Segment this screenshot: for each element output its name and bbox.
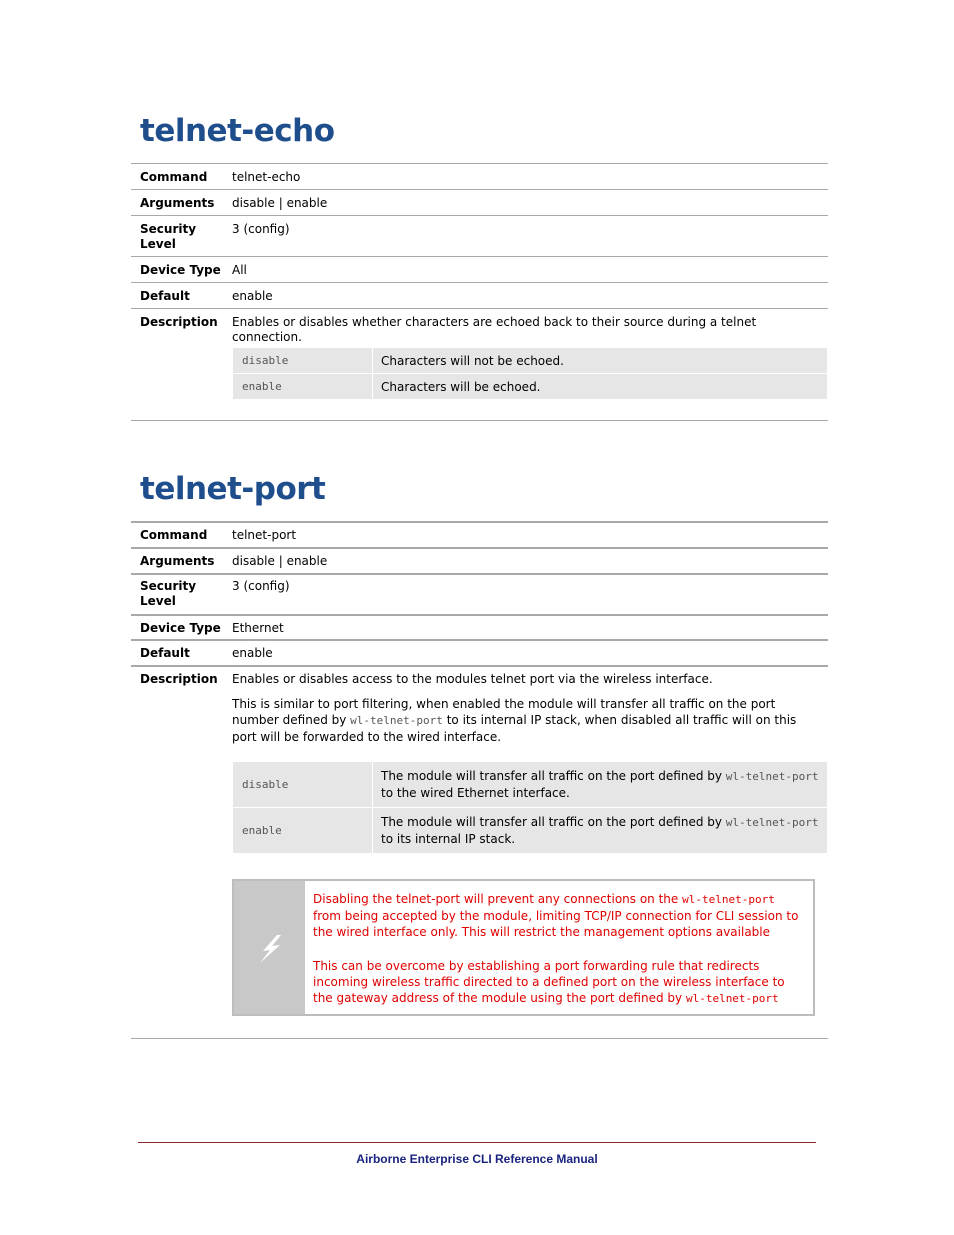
row-label: Description — [140, 672, 218, 686]
section-divider — [131, 1038, 828, 1039]
row-label: Description — [140, 315, 218, 329]
row-value: All — [232, 263, 247, 277]
row-value: 3 (config) — [232, 579, 290, 593]
inline-code: wl-telnet-port — [685, 992, 779, 1005]
option-key: disable — [233, 762, 372, 807]
row-value: disable | enable — [232, 554, 328, 568]
row-label: Arguments — [140, 554, 215, 568]
device-type-row — [131, 614, 828, 641]
warning-paragraph — [313, 891, 805, 940]
section-title: telnet-echo — [140, 113, 335, 149]
inline-code: wl-telnet-port — [350, 714, 443, 727]
section-divider — [131, 420, 828, 421]
warning-text-part: from being accepted by the module, limiting TCP/IP connection for CLI session to the wired interface only. This will restrict the management options available — [313, 909, 799, 939]
row-value: Enables or disables whether characters are echoed back to their source during a telnet connection. — [232, 315, 757, 344]
row-label: Device Type — [140, 621, 221, 635]
inline-code: wl-telnet-port — [682, 893, 775, 906]
option-row — [233, 762, 827, 807]
row-value: disable | enable — [232, 196, 328, 210]
lightning-icon — [234, 881, 305, 1014]
device-type-row — [131, 256, 828, 283]
warning-note — [232, 879, 815, 1016]
option-desc — [373, 808, 827, 853]
option-text: to the wired Ethernet interface. — [381, 786, 570, 800]
option-row — [233, 374, 827, 399]
description-row — [131, 665, 828, 693]
section-title: telnet-port — [140, 471, 326, 507]
inline-code: wl-telnet-port — [725, 770, 819, 783]
paragraph-text: This is similar to port filtering, when enabled the module will transfer all traffic on the port number defined by — [232, 697, 776, 727]
option-text: to its internal IP stack. — [381, 832, 516, 846]
row-label: Default — [140, 289, 190, 303]
row-label: Security Level — [140, 579, 197, 608]
row-label: Device Type — [140, 263, 221, 277]
option-text: The module will transfer all traffic on the port defined by — [381, 769, 726, 783]
row-value: enable — [232, 646, 273, 660]
row-value: 3 (config) — [232, 222, 290, 236]
row-value: enable — [232, 289, 273, 303]
row-label: Security Level — [140, 222, 197, 251]
inline-code: wl-telnet-port — [725, 816, 819, 829]
row-label: Default — [140, 646, 190, 660]
security-level-row — [131, 215, 828, 256]
option-desc: Characters will not be echoed. — [373, 348, 827, 373]
description-row — [131, 308, 828, 344]
arguments-row — [131, 189, 828, 216]
warning-paragraph — [313, 958, 805, 1007]
default-row — [131, 639, 828, 667]
paragraph-text: to its internal IP stack, when disabled all traffic will on this port will be forwarded to the wired interface. — [232, 713, 797, 744]
command-row — [131, 163, 828, 190]
row-value: Ethernet — [232, 621, 284, 635]
warning-text-part: This can be overcome by establishing a port forwarding rule that redirects incoming wireless traffic directed to a defined port on the wireless interface to the gateway address of the module using the port defined by — [313, 959, 785, 1005]
option-text: The module will transfer all traffic on the port defined by — [381, 815, 726, 829]
option-row — [233, 808, 827, 853]
row-value: telnet-echo — [232, 170, 301, 184]
option-key: disable — [233, 348, 372, 373]
arguments-row — [131, 547, 828, 575]
security-level-row — [131, 573, 828, 615]
command-row — [131, 521, 828, 549]
footer-title: Airborne Enterprise CLI Reference Manual — [356, 1152, 598, 1166]
warning-text-part: Disabling the telnet-port will prevent any connections on the — [313, 892, 683, 906]
option-desc — [373, 762, 827, 807]
warning-text — [305, 881, 813, 1014]
footer-rule — [138, 1142, 816, 1143]
row-label: Command — [140, 528, 208, 542]
row-value: Enables or disables access to the modules telnet port via the wireless interface. — [232, 672, 713, 686]
description-paragraph — [232, 696, 817, 745]
default-row — [131, 282, 828, 309]
option-row — [233, 348, 827, 373]
row-value: telnet-port — [232, 528, 297, 542]
option-key: enable — [233, 374, 372, 399]
option-key: enable — [233, 808, 372, 853]
row-label: Arguments — [140, 196, 215, 210]
option-desc: Characters will be echoed. — [373, 374, 827, 399]
row-label: Command — [140, 170, 208, 184]
